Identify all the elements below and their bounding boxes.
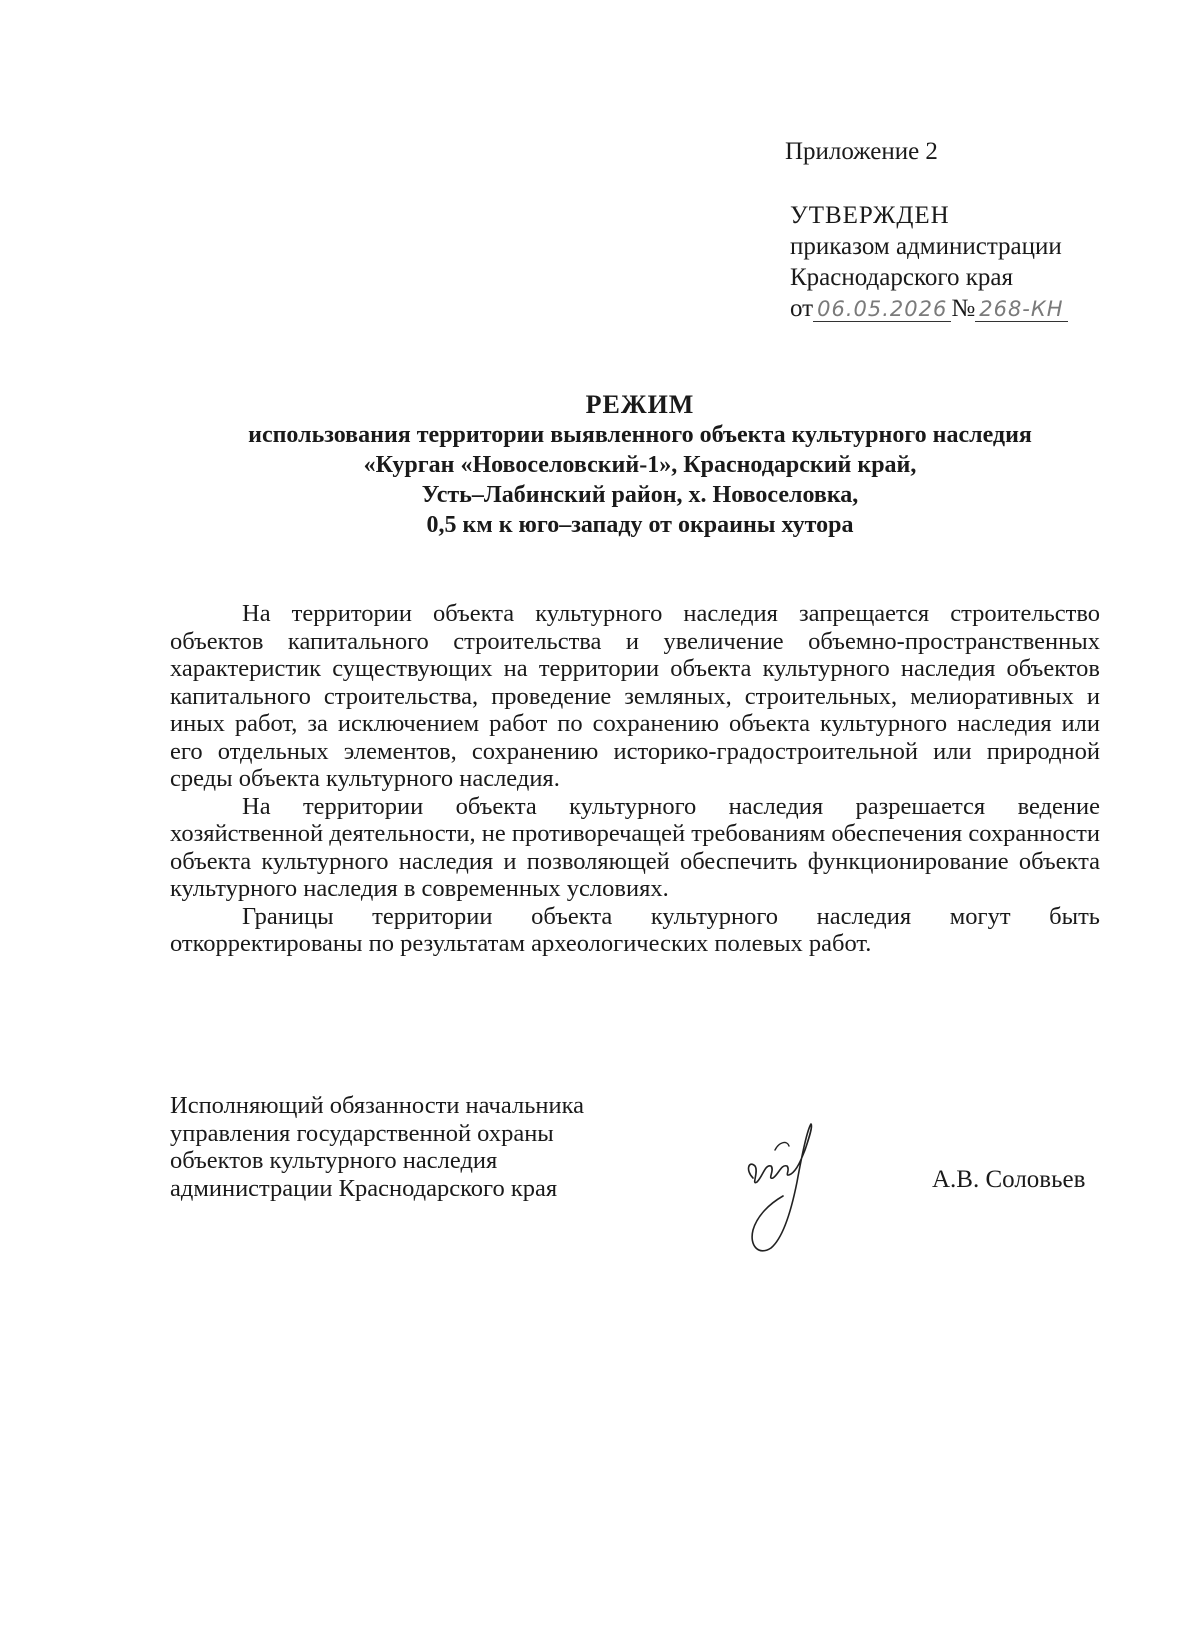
signer-position-line: управления государственной охраны — [170, 1119, 554, 1147]
approval-status: УТВЕРЖДЕН — [790, 202, 950, 229]
signer-name: А.В. Соловьев — [932, 1166, 1086, 1193]
date-prefix: от — [790, 295, 814, 322]
signer-position-line: объектов культурного наследия — [170, 1147, 498, 1174]
signer-position-line: Исполняющий обязанности начальника — [170, 1092, 584, 1119]
handwritten-date: 06.05.2026 — [813, 297, 951, 322]
document-body — [170, 600, 1100, 958]
title-line: Усть–Лабинский район, х. Новоселовка, — [421, 482, 859, 508]
title-main: РЕЖИМ — [585, 390, 695, 419]
title-line: «Курган «Новоселовский-1», Краснодарский край, — [363, 452, 917, 478]
signer-position-line: администрации Краснодарского края — [170, 1174, 558, 1202]
approval-block — [790, 200, 1068, 324]
body-paragraph: Границы территории объекта культурного наследия могут быть откорректированы по результатам археологических полевых работ. — [170, 902, 1100, 957]
document-title — [160, 390, 1120, 540]
handwritten-signature — [735, 1120, 845, 1270]
signer-position — [170, 1092, 584, 1202]
approval-line-2: Краснодарского края — [790, 264, 1013, 291]
approval-line-1: приказом администрации — [790, 233, 1062, 260]
handwritten-number: 268-КН — [975, 297, 1067, 322]
approval-date-line — [790, 293, 1068, 324]
number-prefix: № — [951, 295, 976, 322]
appendix-label: Приложение 2 — [785, 138, 938, 165]
body-paragraph: На территории объекта культурного наследия запрещается строительство объектов капитального строительства и увеличение объемно-пространственных характеристик существующих на территории объекта культурного наследия объектов капитального строительства, проведение земляных, строительных, мелиоративных и иных работ, за исключением работ по сохранению объекта культурного наследия или его отдельных элементов, сохранению историко-градостроительной или природной среды объекта культурного наследия. — [170, 600, 1100, 792]
title-line: использования территории выявленного объекта культурного наследия — [248, 422, 1032, 448]
body-paragraph: На территории объекта культурного наследия разрешается ведение хозяйственной деятельности, не противоречащей требованиям обеспечения сохранности объекта культурного наследия и позволяющей обеспечить функционирование объекта культурного наследия в современных условиях. — [170, 792, 1100, 902]
title-line: 0,5 км к юго–западу от окраины хутора — [426, 512, 854, 538]
